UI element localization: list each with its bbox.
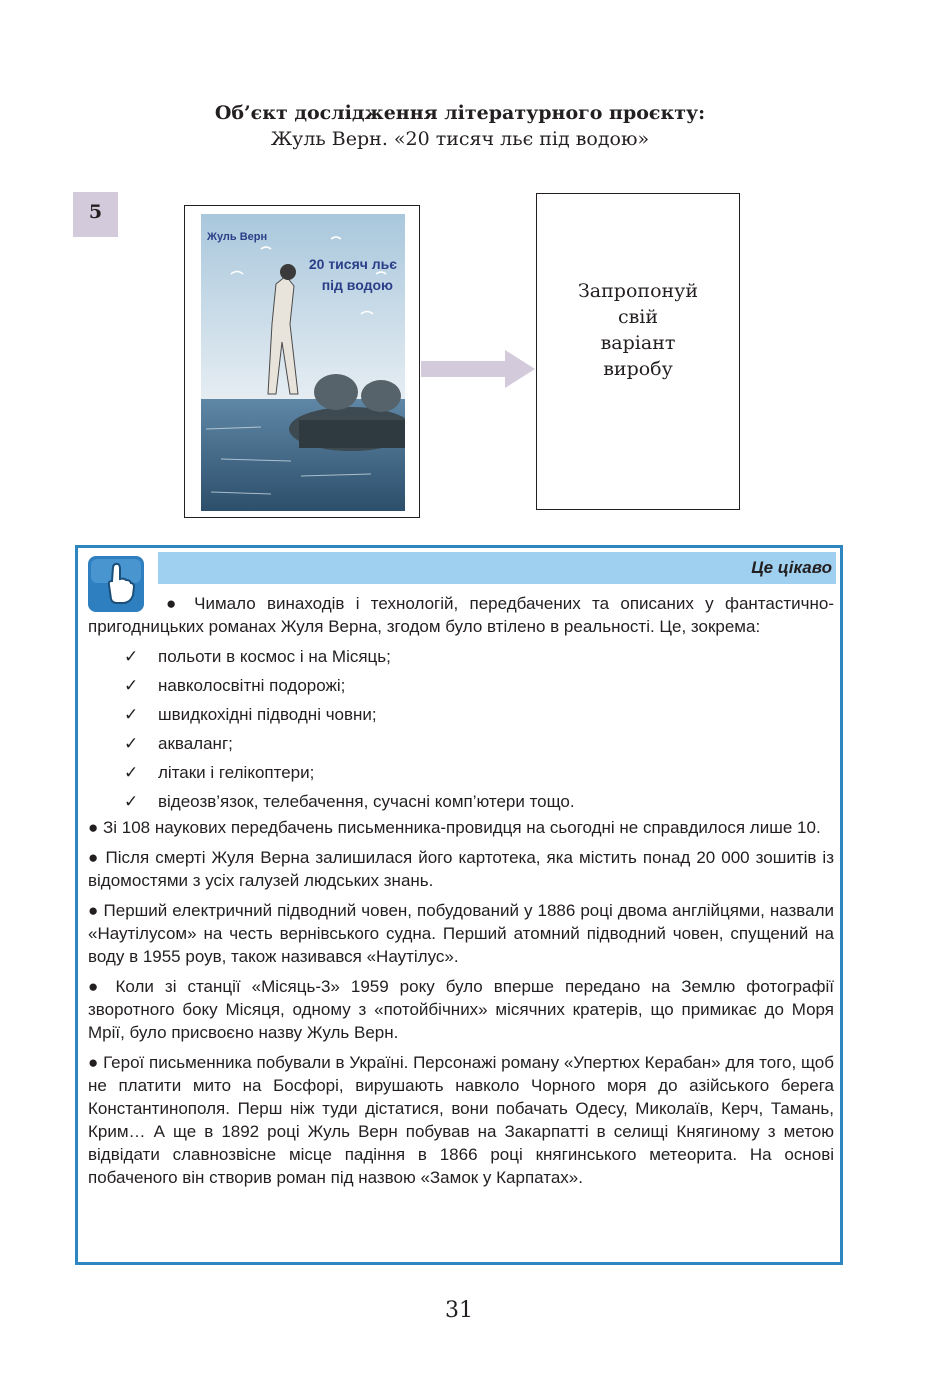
- list-item-text: літаки і гелікоптери;: [158, 763, 315, 782]
- list-item-text: навколосвітні подорожі;: [158, 676, 346, 695]
- title-line-1: Об’єкт дослідження літературного проєкту:: [214, 102, 706, 124]
- list-item: [88, 787, 834, 816]
- checkmark-icon: ✓: [124, 647, 139, 666]
- info-paragraph: ● Після смерті Жуля Верна залишилася його картотека, яка містить понад 20 000 зошитів із відомостями з усіх галузей людських знань.: [88, 848, 834, 890]
- proposal-line: варіант: [600, 332, 676, 354]
- info-paragraph: ● Герої письменника побували в Україні. Персонажі роману «Упертюх Керабан» для того, щоб не платити мито на Босфорі, вирушають навколо Чорного моря до азійського берега Константинополя. Перш ніж туди дістатися, вони побачать Одесу, Миколаїв, Керч, Тамань, Крим… А ще в 1892 році Жуль Верн побував на Закарпатті в селищі Княгиному з метою відвідати славнозвісне місце падіння в 1866 році княгинського метеорита. На основі побаченого він створив роман під назвою «Замок у Карпатах».: [88, 1053, 834, 1187]
- info-paragraph: ● Перший електричний підводний човен, побудований у 1886 році двома англійцями, назвали «Наутілусом» на честь вернівського судна. Перший атомний підводний човен, спущений на воду в 1955 роув, також називався «Наутілус».: [88, 901, 834, 966]
- info-box: [75, 545, 843, 1265]
- checkmark-icon: ✓: [124, 763, 139, 782]
- book-cover-frame: [184, 205, 420, 518]
- proposal-line: Запропонуй: [577, 280, 699, 302]
- proposal-box: [536, 193, 740, 510]
- list-item: [88, 700, 834, 729]
- page-number: 31: [445, 1298, 473, 1323]
- list-item: [88, 671, 834, 700]
- page-title: [0, 100, 920, 152]
- info-paragraph: ● Коли зі станції «Місяць-3» 1959 року було вперше передано на Землю фотографії зворотного боку Місяця, одному з «потойбічних» місячних кратерів, що примикає до Моря Мрії, було присвоєно назву Жуль Верн.: [88, 977, 834, 1042]
- info-header: Це цікаво: [158, 552, 836, 584]
- info-content: [88, 592, 834, 1196]
- checkmark-icon: ✓: [124, 734, 139, 753]
- proposal-line: свій: [617, 306, 659, 328]
- checkmark-icon: ✓: [124, 705, 139, 724]
- cover-title-line-2: під водою: [321, 277, 393, 293]
- list-item: [88, 642, 834, 671]
- info-paragraph: ● Зі 108 наукових передбачень письменника-провидця на сьогодні не справдилося лише 10.: [88, 818, 821, 837]
- checkmark-icon: ✓: [124, 676, 139, 695]
- list-item: [88, 729, 834, 758]
- list-item: [88, 758, 834, 787]
- cover-author: Жуль Верн: [207, 231, 268, 243]
- cover-title-line-1: 20 тисяч льє: [308, 256, 397, 272]
- list-item-text: відеозв’язок, телебачення, сучасні комп’ютери тощо.: [158, 792, 575, 811]
- invention-list: [88, 642, 834, 816]
- proposal-line: виробу: [603, 358, 673, 380]
- title-line-2: Жуль Верн. «20 тисяч льє під водою»: [270, 128, 650, 150]
- book-cover-illustration: [201, 214, 405, 511]
- book-cover-image: [201, 214, 405, 511]
- checkmark-icon: ✓: [124, 792, 139, 811]
- info-intro: ● Чимало винаходів і технологій, передбачених та описаних у фантастично-пригодницьких романах Жуля Верна, згодом було втілено в реальності. Це, зокрема:: [88, 594, 834, 636]
- task-number-badge: 5: [73, 192, 118, 237]
- list-item-text: польоти в космос і на Місяць;: [158, 647, 391, 666]
- arrow-right-icon: [421, 350, 535, 390]
- list-item-text: акваланг;: [158, 734, 233, 753]
- list-item-text: швидкохідні підводні човни;: [158, 705, 377, 724]
